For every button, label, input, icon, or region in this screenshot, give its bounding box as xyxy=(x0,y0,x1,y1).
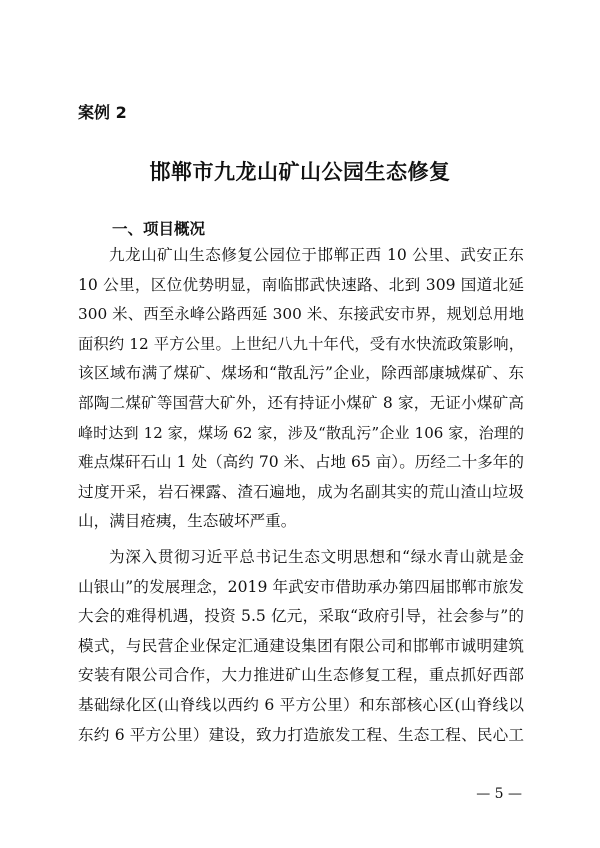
text-line: 面积约 12 平方公里。上世纪八九十年代，受有水快流政策影响， xyxy=(78,334,524,353)
text-line: 部陶二煤矿等国营大矿外，还有持证小煤矿 8 家，无证小煤矿高 xyxy=(78,393,524,412)
paragraph-1 xyxy=(78,241,524,537)
text-line: 安装有限公司合作，大力推进矿山生态修复工程，重点抓好西部 xyxy=(78,666,524,685)
text-line: 九龙山矿山生态修复公园位于邯郸正西 10 公里、武安正东 xyxy=(109,246,524,264)
text-line: 基础绿化区(山脊线以西约 6 平方公里）和东部核心区(山脊线以 xyxy=(78,695,524,714)
paragraph-2 xyxy=(78,543,524,750)
text-line: 大会的难得机遇，投资 5.5 亿元，采取“政府引导，社会参与”的 xyxy=(78,607,524,626)
text-line: 300 米、西至永峰公路西延 300 米、东接武安市界，规划总用地 xyxy=(78,305,524,324)
page-title: 邯郸市九龙山矿山公园生态修复 xyxy=(149,160,451,184)
text-line: 山银山”的发展理念，2019 年武安市借助承办第四届邯郸市旅发 xyxy=(78,577,524,596)
page-number: — 5 — xyxy=(476,786,522,802)
text-line: 过度开采，岩石裸露、渣石遍地，成为名副其实的荒山渣山垃圾 xyxy=(78,482,524,501)
body-text xyxy=(78,241,524,750)
text-line: 东约 6 平方公里）建设，致力打造旅发工程、生态工程、民心工 xyxy=(78,725,524,744)
case-label: 案例 2 xyxy=(78,103,127,122)
text-line: 为深入贯彻习近平总书记生态文明思想和“绿水青山就是金 xyxy=(109,547,524,566)
text-line: 峰时达到 12 家，煤场 62 家，涉及“散乱污”企业 106 家，治理的 xyxy=(78,423,524,442)
text-line: 山，满目疮痍，生态破坏严重。 xyxy=(78,512,297,531)
section-heading: 一、项目概况 xyxy=(112,220,206,238)
text-line: 10 公里，区位优势明显，南临邯武快速路、北到 309 国道北延 xyxy=(78,275,524,294)
text-line: 难点煤矸石山 1 处（高约 70 米、占地 65 亩）。历经二十多年的 xyxy=(78,453,524,472)
text-line: 该区域布满了煤矿、煤场和“散乱污”企业，除西部康城煤矿、东 xyxy=(78,364,524,383)
text-line: 模式，与民营企业保定汇通建设集团有限公司和邯郸市诚明建筑 xyxy=(78,636,524,655)
